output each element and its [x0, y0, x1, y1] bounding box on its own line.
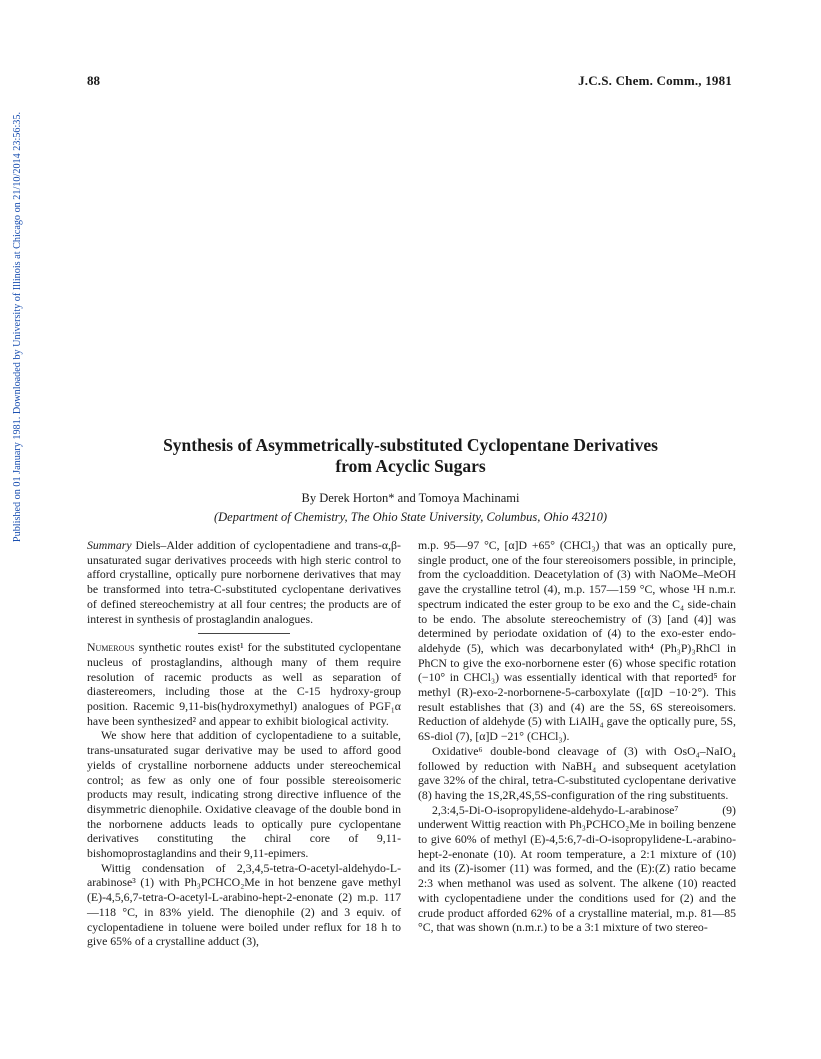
page-number: 88 [87, 73, 100, 88]
title-line-2: from Acyclic Sugars [335, 456, 486, 476]
body-paragraph-6: 2,3:4,5-Di-O-isopropylidene-aldehydo-L-arabinose⁷ (9) underwent Wittig reaction with Ph₃PCHCO₂Me in boiling benzene to give 60% of methyl (E)-4,5:6,7-di-O-isopropylidene-L-arabino-hept-2-enonate (10). At room temperature, a 2:1 mixture of (10) and its (Z)-isomer (11) was formed, and the (E):(Z) ratio became 2:3 when methanol was used as solvent. The alkene (10) reacted with cyclopentadiene under the conditions used for (2) and the crude product afforded 62% of a crystalline material, m.p. 81—85 °C, that was shown (n.m.r.) to be a 3:1 mixture of two stereo- [418, 802, 736, 935]
affiliation: (Department of Chemistry, The Ohio State University, Columbus, Ohio 43210) [213, 510, 608, 524]
summary-text: Diels–Alder addition of cyclopentadiene and trans-α,β-unsaturated sugar derivatives proceeds with high steric control to afford crystalline, optically pure norbornene derivatives that may be transformed into tetra-C-substituted cyclopentane derivatives of defined stereochemistry at all four centres; the products are of interest in synthesis of prostaglandin analogues. [87, 538, 401, 626]
journal-header: J.C.S. Chem. Comm., 1981 [578, 73, 732, 88]
download-watermark: Published on 01 January 1981. Downloaded by University of Illinois at Chicago on 21/10/2014 23:56:35. [12, 111, 23, 543]
body-paragraph-4: m.p. 95—97 °C, [α]D +65° (CHCl₃) that was an optically pure, single product, one of the four stereoisomers possible, in principle, from the cycloaddition. Deacetylation of (3) with NaOMe–MeOH gave the crystalline tetrol (4), m.p. 157—159 °C, whose ¹H n.m.r. spectrum indicated the ester group to be exo and the C₄ side-chain to be endo. The absolute stereochemistry of (3) [and (4)] was determined by periodate oxidation of (4) to the exo-ester endo-aldehyde (5), which was decarbonylated with⁴ (Ph₃P)₃RhCl in PhCN to give the exo-norbornene ester (6) whose specific rotation (−10° in CHCl₃) was essentially identical with that reported⁵ for methyl (R)-exo-2-norbornene-5-carboxylate ([α]D −10·2°). This result establishes that (3) and (4) are the 5S, 6S stereoisomers. Reduction of aldehyde (5) with LiAlH₄ gave the optically pure, 5S, 6S-diol (7), [α]D −21° (CHCl₃). [418, 538, 736, 744]
body-paragraph-2: We show here that addition of cyclopentadiene to a suitable, trans-unsaturated sugar derivative may be used to afford good yields of crystalline norbornene adducts under stereochemical control; as few as only one of four possible stereoisomeric products may result, indicating strong directive influence of the disymmetric dienophile. Oxidative cleavage of the double bond in the norbornene adducts leads to optically pure cyclopentane derivatives constituting the chiral core of 9,11-bishomoprostaglandins and their 9,11-epimers. [87, 728, 401, 861]
body-paragraph-5: Oxidative⁶ double-bond cleavage of (3) with OsO₄–NaIO₄ followed by reduction with NaBH₄ and subsequent acetylation gave 32% of the chiral, tetra-C-substituted cyclopentane derivative (8) having the 1S,2R,4S,5S-configuration of the ring substituents. [418, 743, 736, 802]
lead-word: Numerous [87, 640, 135, 655]
body-paragraph-1-text: synthetic routes exist¹ for the substituted cyclopentane nucleus of prostaglandins, although many of them require resolution of racemic products as well as separation of diastereomers, including those at the C-15 hydroxy-group position. Racemic 9,11-bis(hydroxymethyl) analogues of PGF₁α have been synthesized² and appear to exhibit biological activity. [87, 640, 402, 728]
title-line-1: Synthesis of Asymmetrically-substituted Cyclopentane Derivatives [163, 435, 658, 455]
summary-paragraph [87, 538, 401, 626]
authors: By Derek Horton* and Tomoya Machinami [301, 491, 520, 505]
body-paragraph-3: Wittig condensation of 2,3,4,5-tetra-O-acetyl-aldehydo-L-arabinose³ (1) with Ph₃PCHCO₂Me in hot benzene gave methyl (E)-4,5,6,7-tetra-O-acetyl-L-arabino-hept-2-enonate (2) m.p. 117—118 °C, in 83% yield. The dienophile (2) and 3 equiv. of cyclopentadiene in toluene were boiled under reflux for 18 h to give 65% of a crystalline adduct (3), [87, 860, 401, 949]
section-divider [198, 633, 290, 634]
left-column [87, 538, 401, 949]
summary-label: Summary [87, 538, 132, 552]
body-paragraph-1 [87, 640, 401, 728]
article-title [100, 435, 721, 477]
right-column [418, 538, 736, 935]
